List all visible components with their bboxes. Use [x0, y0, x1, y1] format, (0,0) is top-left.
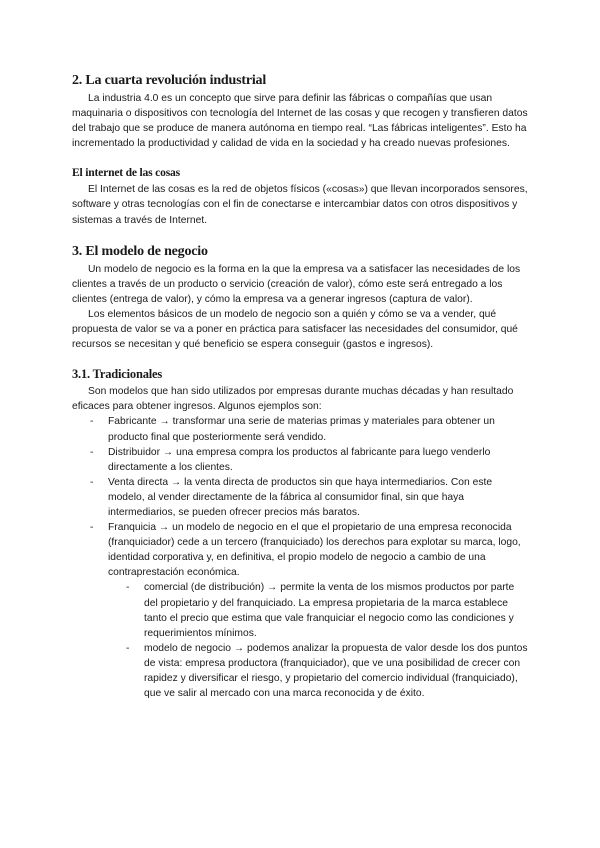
sublist-item-comercial — [108, 580, 528, 640]
list-item-distribuidor — [72, 445, 528, 475]
section-3-1-heading: 3.1. Tradicionales — [72, 367, 163, 382]
section-3-heading: 3. El modelo de negocio — [72, 243, 208, 259]
sublist-item-modelo-de-negocio — [108, 641, 528, 701]
section-2-heading: 2. La cuarta revolución industrial — [72, 73, 267, 88]
iot-heading: El internet de las cosas — [72, 166, 180, 180]
list-item-text: Distribuidor → una empresa compra los productos al fabricante para luego venderlo directamente a los clientes. — [108, 446, 491, 473]
list-item-text: Franquicia → un modelo de negocio en el que el propietario de una empresa reconocida (franquiciador) cede a un tercero (franquiciado) los derechos para explotar su marca, logo, identidad corporativa y, en definitiva, el propio modelo de negocio a cambio de una contraprestación económica. — [108, 522, 521, 579]
list-item-text: comercial (de distribución) → permite la venta de los mismos productos por parte del propietario y del franquiciado. La empresa propietaria de la marca establece tanto el precio que estima que vale franquiciar el negocio como las condiciones y requerimientos mínimos. — [144, 582, 515, 639]
list-dash: - — [90, 476, 94, 488]
business-model-list — [72, 414, 528, 701]
list-item-franquicia — [72, 520, 528, 701]
list-dash: - — [126, 582, 130, 594]
document-content — [72, 72, 528, 701]
section-3-paragraph-1: Un modelo de negocio es la forma en la que la empresa va a satisfacer las necesidades de los clientes a través de un producto o servicio (creación de valor), cómo este será entregado a los clientes (entrega de valor), y cómo la empresa va a generar ingresos (captura de valor). — [72, 263, 521, 305]
list-item-venta-directa — [72, 475, 528, 520]
list-dash: - — [90, 446, 94, 458]
section-2-paragraph: La industria 4.0 es un concepto que sirve para definir las fábricas o compañías que usan maquinaria o dispositivos con tecnología del Internet de las cosas y que recogen y transfieren datos del trabajo que se produce de manera autónoma en tiempo real. “Las fábricas inteligentes”. Esto ha incrementado la productividad y calidad de vida en la sociedad y ha creado nuevas profesiones. — [72, 93, 528, 150]
spacer — [72, 151, 528, 165]
spacer — [72, 228, 528, 243]
section-3-1-paragraph: Son modelos que han sido utilizados por empresas durante muchas décadas y han resultado eficaces para obtener ingresos. Algunos ejemplos son: — [72, 386, 514, 413]
iot-paragraph: El Internet de las cosas es la red de objetos físicos («cosas») que llevan incorporados sensores, software y otras tecnologías con el fin de conectarse e intercambiar datos con otros dispositivos y sistemas a través de Internet. — [72, 184, 528, 226]
list-dash: - — [90, 416, 94, 428]
list-item-text: modelo de negocio → podemos analizar la propuesta de valor desde los dos puntos de vista: empresa productora (franquiciador), que ve una posibilidad de crecer con rapidez y diversificar el riesgo, y propietario del comercio individual (franquiciado), que ve salir al mercado con una marca reconocida y de éxito. — [144, 642, 528, 700]
list-item-text: Fabricante → transformar una serie de materias primas y materiales para obtener un producto final que posteriormente será vendido. — [108, 416, 495, 443]
list-dash: - — [90, 522, 94, 534]
list-dash: - — [126, 642, 130, 654]
list-item-text: Venta directa → la venta directa de productos sin que haya intermediarios. Con este modelo, al vender directamente de la fábrica al consumidor final, sin que haya intermediarios, se pueden ofrecer precios más baratos. — [108, 476, 493, 518]
section-3-paragraph-2: Los elementos básicos de un modelo de negocio son a quién y cómo se va a vender, qué propuesta de valor se va a poner en práctica para satisfacer las necesidades del consumidor, qué recursos se necesitan y qué beneficio se espera conseguir (gastos e ingresos). — [72, 308, 518, 351]
franquicia-sublist — [108, 580, 528, 701]
list-item-fabricante — [72, 414, 528, 444]
spacer — [72, 352, 528, 367]
